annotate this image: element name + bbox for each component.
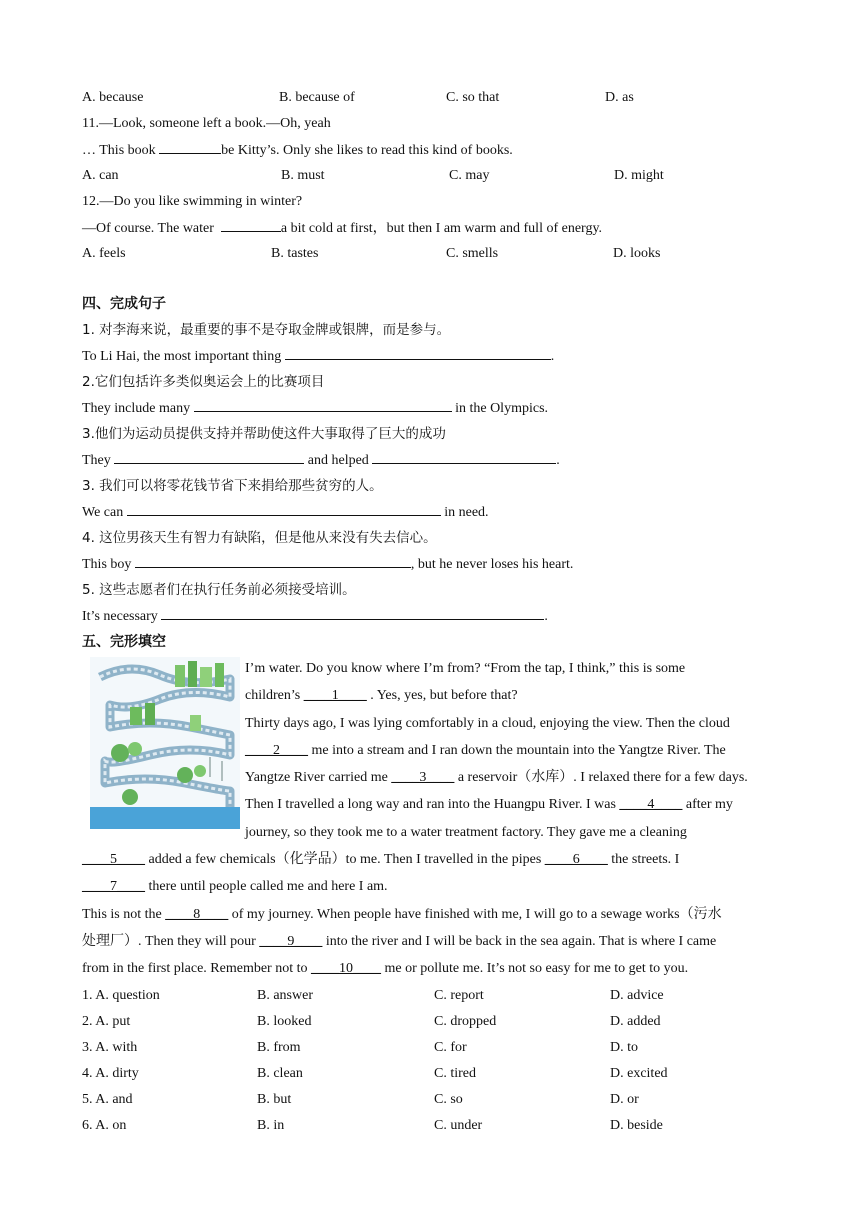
q11-post: be Kitty’s. Only she likes to read this kind of books. (221, 143, 513, 158)
cloze-blank-4: ____4____ (619, 797, 683, 813)
text: into the river and I will be back in the sea again. That is where I came (322, 933, 717, 949)
option-d: D. beside (610, 1117, 663, 1133)
option-d: D. excited (610, 1065, 668, 1081)
option-d: D. looks (613, 246, 661, 261)
en-pre: They include many (82, 401, 194, 416)
q12-post: a bit cold at first，but then I am warm and full of energy. (280, 221, 603, 236)
en-mid: and helped (304, 453, 373, 468)
option-d: D. to (610, 1039, 638, 1055)
cloze-blank-7: ____7____ (82, 879, 145, 895)
q11-blank (159, 137, 221, 154)
option-a: 3. A. with (82, 1039, 138, 1055)
option-a: A. because (82, 90, 144, 105)
option-d: D. might (614, 168, 664, 183)
option-b: B. from (257, 1039, 301, 1055)
text: a reservoir（水库）. I relaxed there for a few days. (454, 770, 748, 786)
option-b: B. answer (257, 987, 313, 1003)
cloze-line (82, 901, 782, 928)
q12-options (82, 241, 782, 267)
option-b: B. in (257, 1117, 285, 1133)
option-b: B. because of (279, 90, 355, 105)
text: me or pollute me. It’s not so easy for me to get to you. (381, 961, 689, 977)
s4-item4-en (82, 499, 782, 525)
s4-item2-en (82, 395, 782, 421)
cloze-blank-5: ____5____ (82, 852, 145, 868)
option-a: A. feels (82, 246, 126, 261)
q12-pre: —Of course. The water (82, 221, 221, 236)
text: after my (682, 797, 733, 813)
water-cycle-illustration (90, 657, 240, 829)
cloze-line (82, 955, 782, 982)
s4-item2-zh: 2.它们包括许多类似奥运会上的比赛项目 (82, 374, 325, 390)
s4-item6-zh: 5. 这些志愿者们在执行任务前必须接受培训。 (82, 582, 356, 598)
option-c: C. for (434, 1039, 467, 1055)
worksheet-page (82, 85, 782, 1139)
option-c: C. under (434, 1117, 483, 1133)
q12-stem: 12.—Do you like swimming in winter? (82, 194, 303, 209)
cloze-line: journey, so they took me to a water treatment factory. They gave me a cleaning (245, 824, 687, 840)
option-a: 2. A. put (82, 1013, 131, 1029)
option-b: B. looked (257, 1013, 312, 1029)
cloze-option-row-4 (82, 1061, 782, 1087)
option-d: D. or (610, 1091, 639, 1107)
cloze-blank-3: ____3____ (391, 770, 455, 786)
en-pre: We can (82, 505, 127, 520)
text: the streets. I (607, 852, 680, 868)
en-pre: They (82, 453, 115, 468)
option-b: B. but (257, 1091, 292, 1107)
cloze-blank-8: ____8____ (165, 906, 229, 922)
q11-pre: … This book (82, 143, 160, 158)
text: of my journey. When people have finished with me, I will go to a sewage works（污水 (228, 906, 722, 922)
option-b: B. clean (257, 1065, 303, 1081)
answer-blank (135, 551, 411, 568)
cloze-option-row-3 (82, 1035, 782, 1061)
cloze-line: I’m water. Do you know where I’m from? “From the tap, I think,” this is some (245, 661, 686, 676)
answer-blank (372, 447, 556, 464)
s4-item3-zh: 3.他们为运动员提供支持并帮助使这件大事取得了巨大的成功 (82, 426, 446, 442)
option-c: C. may (449, 168, 490, 183)
option-c: C. so (434, 1091, 463, 1107)
en-post: . (556, 453, 560, 468)
en-pre: To Li Hai, the most important thing (82, 349, 285, 364)
cloze-blank-10: ____10____ (311, 961, 381, 977)
text: children’s (245, 688, 304, 704)
answer-blank (285, 343, 551, 360)
q10-options (82, 85, 782, 111)
q11-options (82, 163, 782, 189)
option-c: C. dropped (434, 1013, 497, 1029)
s4-item6-en (82, 603, 782, 629)
text: Yangtze River carried me (245, 770, 392, 786)
option-a: 4. A. dirty (82, 1065, 139, 1081)
text: me into a stream and I ran down the mountain into the Yangtze River. The (308, 742, 726, 758)
en-post: in need. (440, 505, 489, 520)
cloze-line (82, 846, 782, 873)
option-a: 6. A. on (82, 1117, 127, 1133)
cloze-option-row-2 (82, 1009, 782, 1035)
q11-sentence (82, 137, 782, 163)
text: 处理厂）. Then they will pour (82, 933, 260, 949)
option-d: D. advice (610, 987, 664, 1003)
option-a: 1. A. question (82, 987, 160, 1003)
en-post: . (544, 609, 548, 624)
cloze-blank-9: ____9____ (259, 933, 323, 949)
en-post: . (550, 349, 555, 364)
cloze-passage (82, 655, 782, 983)
q11-stem: 11.—Look, someone left a book.—Oh, yeah (82, 116, 331, 131)
answer-blank (114, 447, 304, 464)
text: added a few chemicals（化学品）to me. Then I travelled in the pipes (145, 852, 545, 868)
option-d: D. as (605, 90, 634, 105)
option-b: B. tastes (271, 246, 319, 261)
section5-title: 五、完形填空 (82, 634, 166, 650)
option-b: B. must (281, 168, 325, 183)
option-c: C. so that (446, 90, 500, 105)
s4-item1-zh: 1. 对李海来说，最重要的事不是夺取金牌或银牌，而是参与。 (82, 322, 451, 338)
cloze-blank-2: ____2____ (245, 742, 308, 758)
answer-blank (194, 395, 452, 412)
cloze-options (82, 983, 782, 1139)
answer-blank (127, 499, 441, 516)
s4-item5-en (82, 551, 782, 577)
en-pre: This boy (82, 557, 135, 572)
text: This is not the (82, 906, 166, 922)
option-c: C. report (434, 987, 484, 1003)
cloze-option-row-5 (82, 1087, 782, 1113)
s4-item3-en (82, 447, 782, 473)
q12-sentence (82, 215, 782, 241)
option-c: C. smells (446, 246, 499, 261)
option-a: A. can (82, 168, 119, 183)
section4-title: 四、完成句子 (82, 296, 166, 312)
text: from in the first place. Remember not to (82, 961, 311, 977)
cloze-option-row-1 (82, 983, 782, 1009)
s4-item5-zh: 4. 这位男孩天生有智力有缺陷，但是他从来没有失去信心。 (82, 530, 437, 546)
cloze-line (82, 873, 782, 900)
en-post: in the Olympics. (451, 401, 549, 416)
cloze-option-row-6 (82, 1113, 782, 1139)
cloze-blank-6: ____6____ (544, 852, 608, 868)
s4-item4-zh: 3. 我们可以将零花钱节省下来捐给那些贫穷的人。 (82, 478, 383, 494)
en-post: , but he never loses his heart. (410, 557, 574, 572)
q12-blank (221, 215, 281, 232)
option-a: 5. A. and (82, 1091, 133, 1107)
cloze-line: Thirty days ago, I was lying comfortably in a cloud, enjoying the view. Then the cloud (245, 715, 730, 731)
text: Then I travelled a long way and ran into the Huangpu River. I was (245, 797, 620, 813)
s4-item1-en (82, 343, 782, 369)
cloze-blank-1: ____1____ (303, 688, 367, 704)
text: there until people called me and here I am. (145, 879, 388, 895)
cloze-line (82, 928, 782, 955)
answer-blank (161, 603, 544, 620)
en-pre: It’s necessary (82, 609, 162, 624)
option-c: C. tired (434, 1065, 476, 1081)
text: . Yes, yes, but before that? (366, 688, 518, 704)
option-d: D. added (610, 1013, 661, 1029)
